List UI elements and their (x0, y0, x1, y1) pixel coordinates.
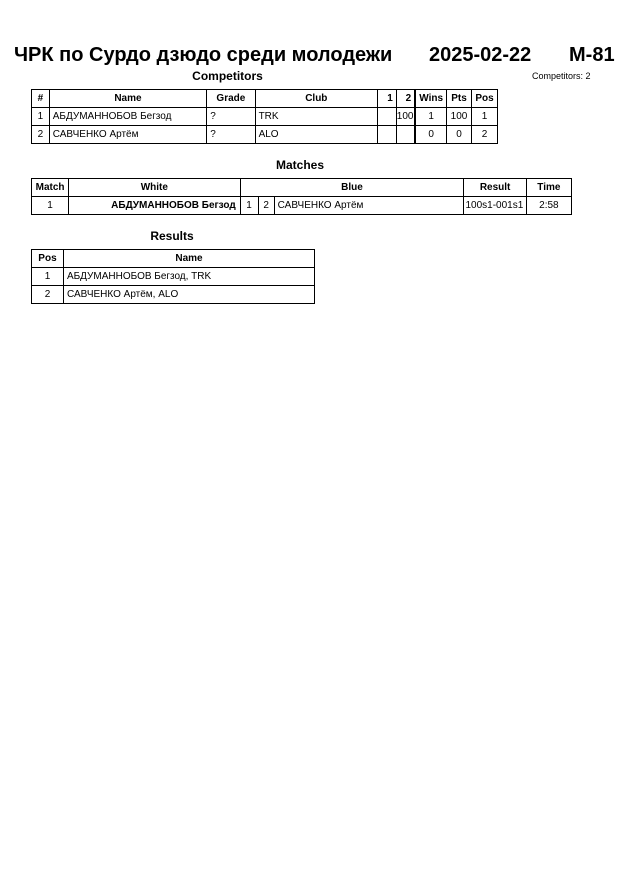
weight-category: M-81 (569, 44, 615, 66)
white-competitor: АБДУМАННОБОВ Бегзод (69, 197, 240, 215)
competitor-wins: 1 (415, 108, 446, 126)
score-vs-1 (378, 126, 397, 144)
competitor-grade: ? (207, 108, 255, 126)
result-name: АБДУМАННОБОВ Бегзод, TRK (63, 268, 314, 286)
col-num: # (32, 90, 50, 108)
competitor-num: 2 (32, 126, 50, 144)
table-row (32, 268, 315, 286)
score-vs-1 (378, 108, 397, 126)
table-row (32, 286, 315, 304)
white-competitor-num: 1 (240, 197, 258, 215)
competitor-pts: 0 (447, 126, 472, 144)
col-wins: Wins (415, 90, 446, 108)
competitors-header-row (32, 90, 498, 108)
competitor-wins: 0 (415, 126, 446, 144)
table-row (32, 126, 498, 144)
col-result: Result (464, 179, 526, 197)
matches-heading: Matches (275, 158, 325, 172)
col-white: White (69, 179, 240, 197)
page-title (14, 44, 619, 72)
score-vs-2 (396, 126, 415, 144)
score-vs-2: 100 (396, 108, 415, 126)
col-result-name: Name (63, 250, 314, 268)
result-pos: 1 (32, 268, 64, 286)
results-heading: Results (150, 229, 194, 243)
match-result: 100s1-001s1 (464, 197, 526, 215)
col-opp-2: 2 (396, 90, 415, 108)
col-name: Name (49, 90, 206, 108)
col-time: Time (526, 179, 571, 197)
col-grade: Grade (207, 90, 255, 108)
col-result-pos: Pos (32, 250, 64, 268)
event-name: ЧРК по Сурдо дзюдо среди молодежи (14, 44, 393, 66)
blue-competitor-num: 2 (258, 197, 274, 215)
competitors-table (31, 89, 498, 144)
matches-table (31, 178, 572, 215)
competitors-heading: Competitors (192, 69, 263, 83)
col-club: Club (255, 90, 377, 108)
competitor-club: TRK (255, 108, 377, 126)
competitors-count: Competitors: 2 (532, 71, 591, 81)
event-date: 2025-02-22 (429, 44, 532, 66)
competitor-name: АБДУМАННОБОВ Бегзод (49, 108, 206, 126)
table-row (32, 197, 572, 215)
competitor-name: САВЧЕНКО Артём (49, 126, 206, 144)
blue-competitor: САВЧЕНКО Артём (274, 197, 464, 215)
table-row (32, 108, 498, 126)
match-time: 2:58 (526, 197, 571, 215)
col-opp-1: 1 (378, 90, 397, 108)
col-blue: Blue (240, 179, 464, 197)
competitor-pos: 2 (471, 126, 497, 144)
competitor-grade: ? (207, 126, 255, 144)
col-pts: Pts (447, 90, 472, 108)
competitor-club: ALO (255, 126, 377, 144)
col-pos: Pos (471, 90, 497, 108)
results-table (31, 249, 315, 304)
competitor-pts: 100 (447, 108, 472, 126)
result-name: САВЧЕНКО Артём, ALO (63, 286, 314, 304)
competitor-pos: 1 (471, 108, 497, 126)
match-number: 1 (32, 197, 69, 215)
competitor-num: 1 (32, 108, 50, 126)
matches-header-row (32, 179, 572, 197)
results-header-row (32, 250, 315, 268)
result-pos: 2 (32, 286, 64, 304)
col-match: Match (32, 179, 69, 197)
